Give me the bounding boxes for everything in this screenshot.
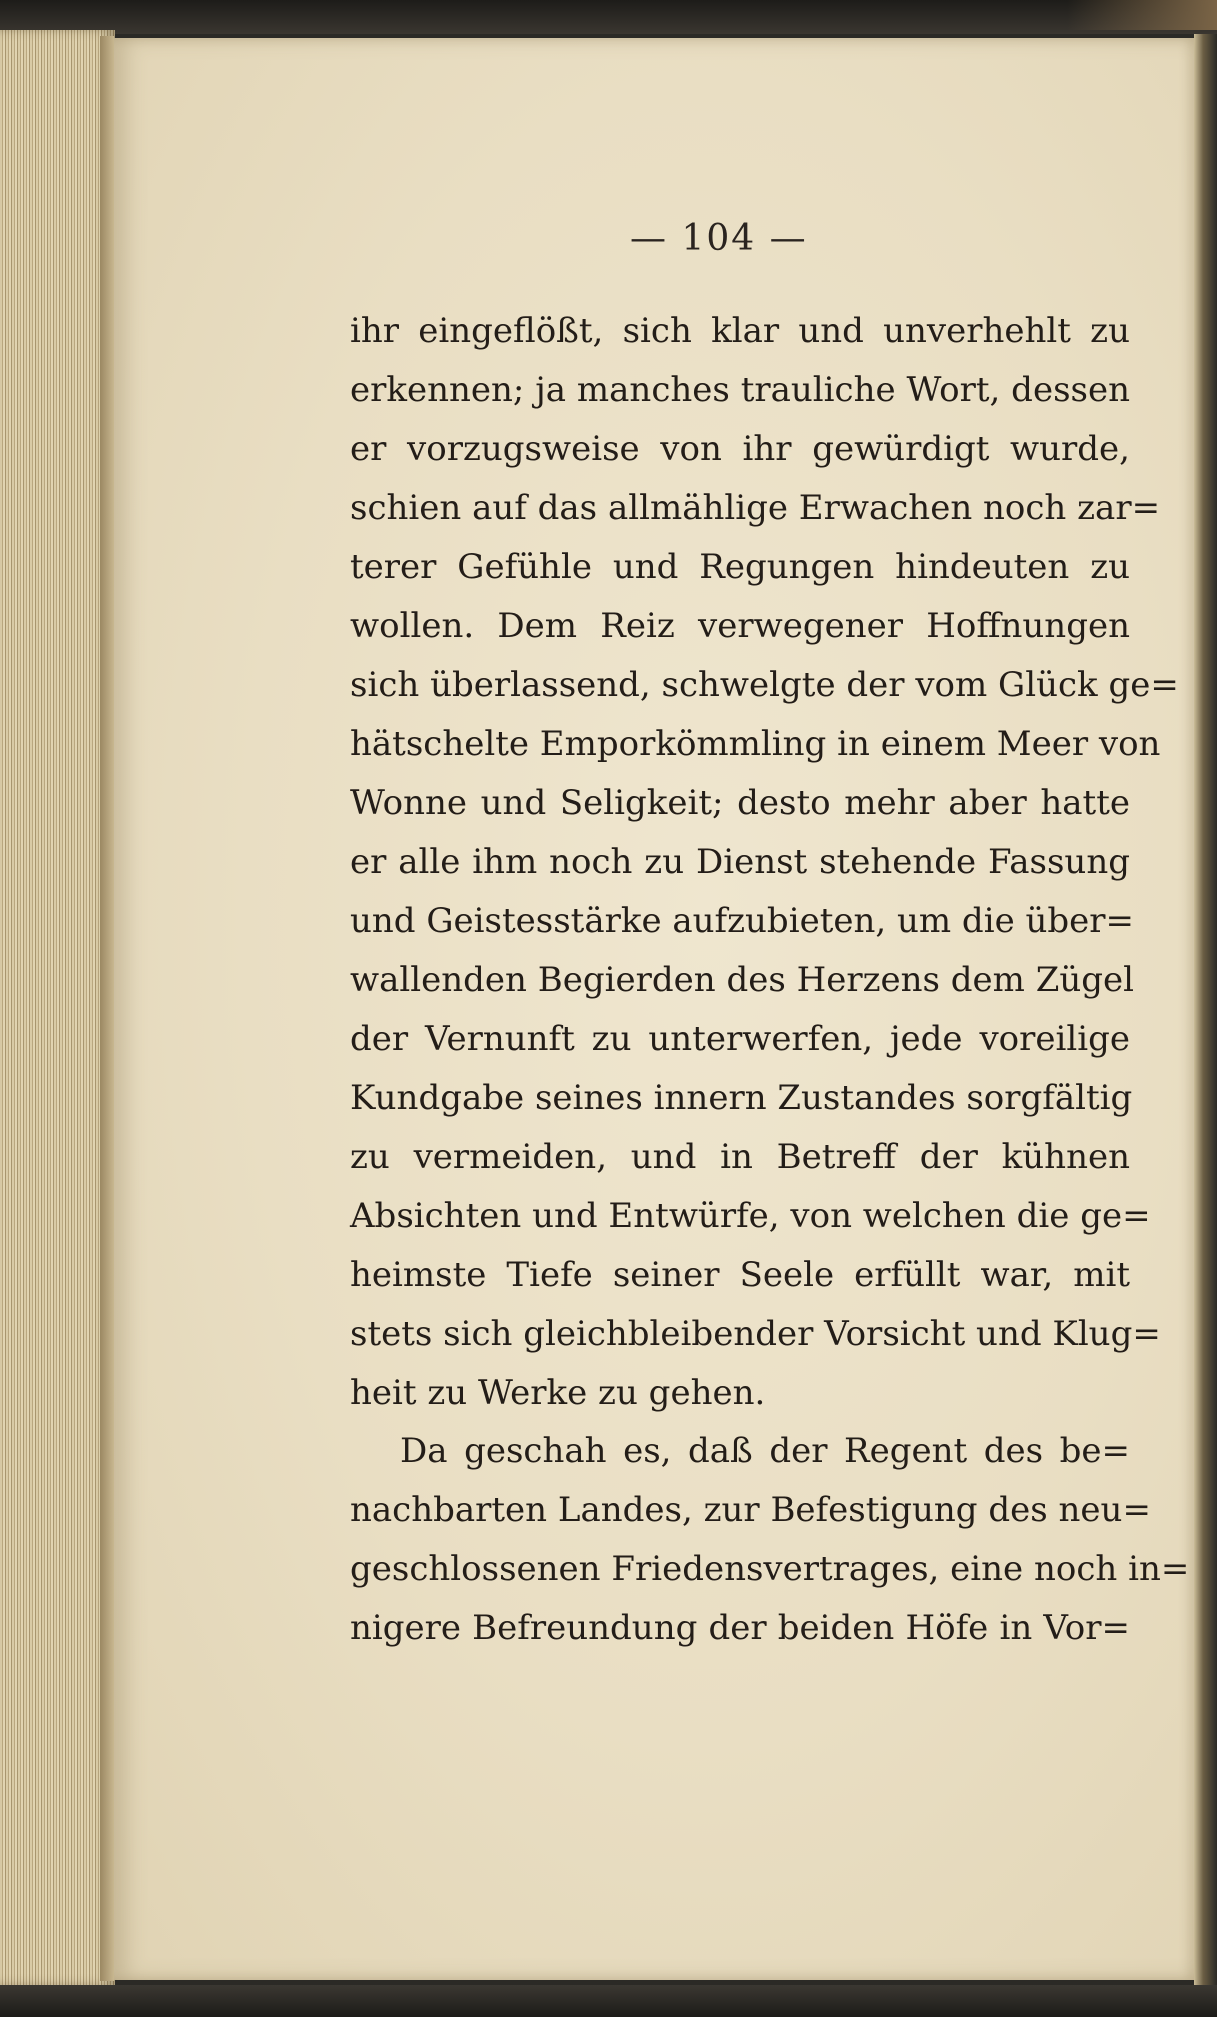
text-line: zu vermeiden, und in Betreff der kühnen [350,1137,1130,1177]
paragraph-1 [350,302,1179,1423]
text-line: wollen. Dem Reiz verwegener Hoffnungen [350,606,1130,646]
text-line: nigere Befreundung der beiden Höfe in Vor= [350,1608,1130,1648]
text-line: erkennen; ja manches trauliche Wort, dessen [350,370,1130,410]
text-line: heimste Tiefe seiner Seele erfüllt war, mit [350,1255,1130,1295]
text-line: er vorzugsweise von ihr gewürdigt wurde, [350,429,1130,469]
text-line: nachbarten Landes, zur Befestigung des neu= [350,1490,1151,1530]
text-line: Da geschah es, daß der Regent des be= [400,1431,1130,1471]
book-bottom-edge [0,1985,1217,2017]
cover-wear [1067,0,1217,30]
book-top-edge [0,0,1217,34]
text-line: heit zu Werke zu gehen. [350,1373,766,1413]
text-line: Wonne und Seligkeit; desto mehr aber hatte [350,783,1130,823]
text-line: ihr eingeflößt, sich klar und unverhehlt zu [350,311,1130,351]
paragraph-2 [350,1422,1190,1658]
text-line: Absichten und Entwürfe, von welchen die ge= [350,1196,1151,1236]
text-line: schien auf das allmählige Erwachen noch zar= [350,488,1161,528]
text-line: wallenden Begierden des Herzens dem Zügel [350,960,1135,1000]
page-number: — 104 — [630,218,808,259]
text-line: Kundgabe seines innern Zustandes sorgfältig [350,1078,1133,1118]
page-gutter [100,36,114,1981]
text-line: sich überlassend, schwelgte der vom Glück ge= [350,665,1179,705]
book-right-edge [1194,34,1217,1989]
text-line: geschlossenen Friedensvertrages, eine noch in= [350,1549,1190,1589]
text-line: der Vernunft zu unterwerfen, jede voreilige [350,1019,1130,1059]
text-line: terer Gefühle und Regungen hindeuten zu [350,547,1130,587]
text-line: er alle ihm noch zu Dienst stehende Fassung [350,842,1130,882]
text-line: stets sich gleichbleibender Vorsicht und Klug= [350,1314,1161,1354]
page-stack-edges [0,30,115,1985]
text-line: und Geistesstärke aufzubieten, um die über= [350,901,1135,941]
text-line: hätschelte Emporkömmling in einem Meer von [350,724,1161,764]
